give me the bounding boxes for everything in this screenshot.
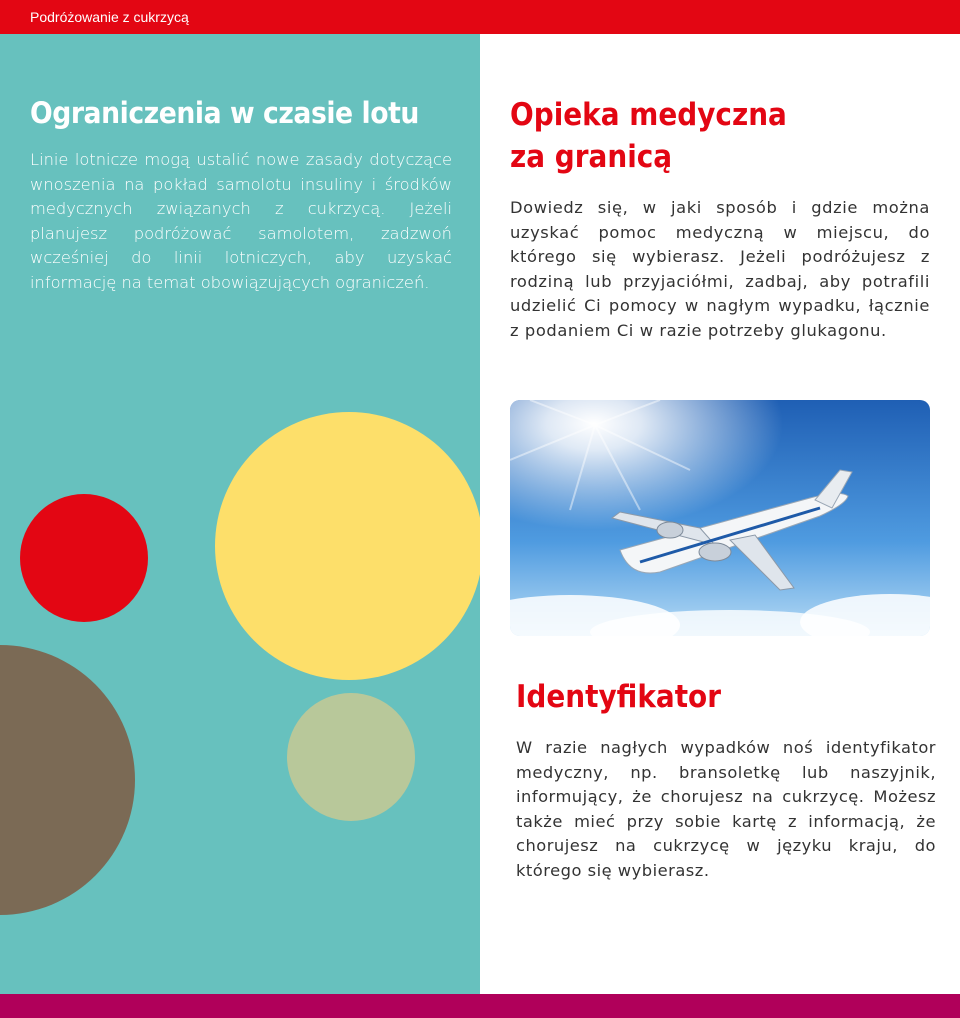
medical-care-heading-line2: za granicą: [510, 139, 673, 175]
brown-circle: [0, 645, 135, 915]
identifier-text: W razie nagłych wypadków noś identyfikator medyczny, np. bransoletkę lub naszyjnik, informujący, że chorujesz na cukrzycę. Możesz także mieć przy sobie kartę z informacją, że chorujesz na cukrzycę w języku kraju, do którego się wybierasz.: [516, 738, 936, 880]
yellow-circle: [215, 412, 480, 680]
medical-care-heading-line1: Opieka medyczna: [510, 97, 787, 133]
flight-restrictions-text: Linie lotnicze mogą ustalić nowe zasady dotyczące wnoszenia na pokład samolotu insuliny i środków medycznych związanych z cukrzycą. Jeżeli planujesz podróżować samolotem, zadzwoń wcześniej do linii lotniczych, aby uzyskać informację na temat obowiązujących ograniczeń.: [30, 150, 452, 292]
footer-bar: [0, 994, 960, 1018]
header-bar: [0, 0, 960, 34]
identifier-heading: Identyfikator: [516, 679, 721, 715]
red-circle: [20, 494, 148, 622]
airplane-sky-image: [510, 400, 930, 636]
flight-restrictions-heading: Ograniczenia w czasie lotu: [30, 96, 419, 130]
medical-care-text: Dowiedz się, w jaki sposób i gdzie można uzyskać pomoc medyczną w miejscu, do którego się wybierasz. Jeżeli podróżujesz z rodziną lub przyjaciółmi, zadbaj, aby potrafili udzielić Ci pomocy w nagłym wypadku, łącznie z podaniem Ci w razie potrzeby glukagonu.: [510, 198, 930, 340]
medical-care-heading: [510, 94, 787, 178]
sage-circle: [287, 693, 415, 821]
airplane-photo: [510, 400, 930, 636]
header-title: Podróżowanie z cukrzycą: [30, 9, 189, 25]
